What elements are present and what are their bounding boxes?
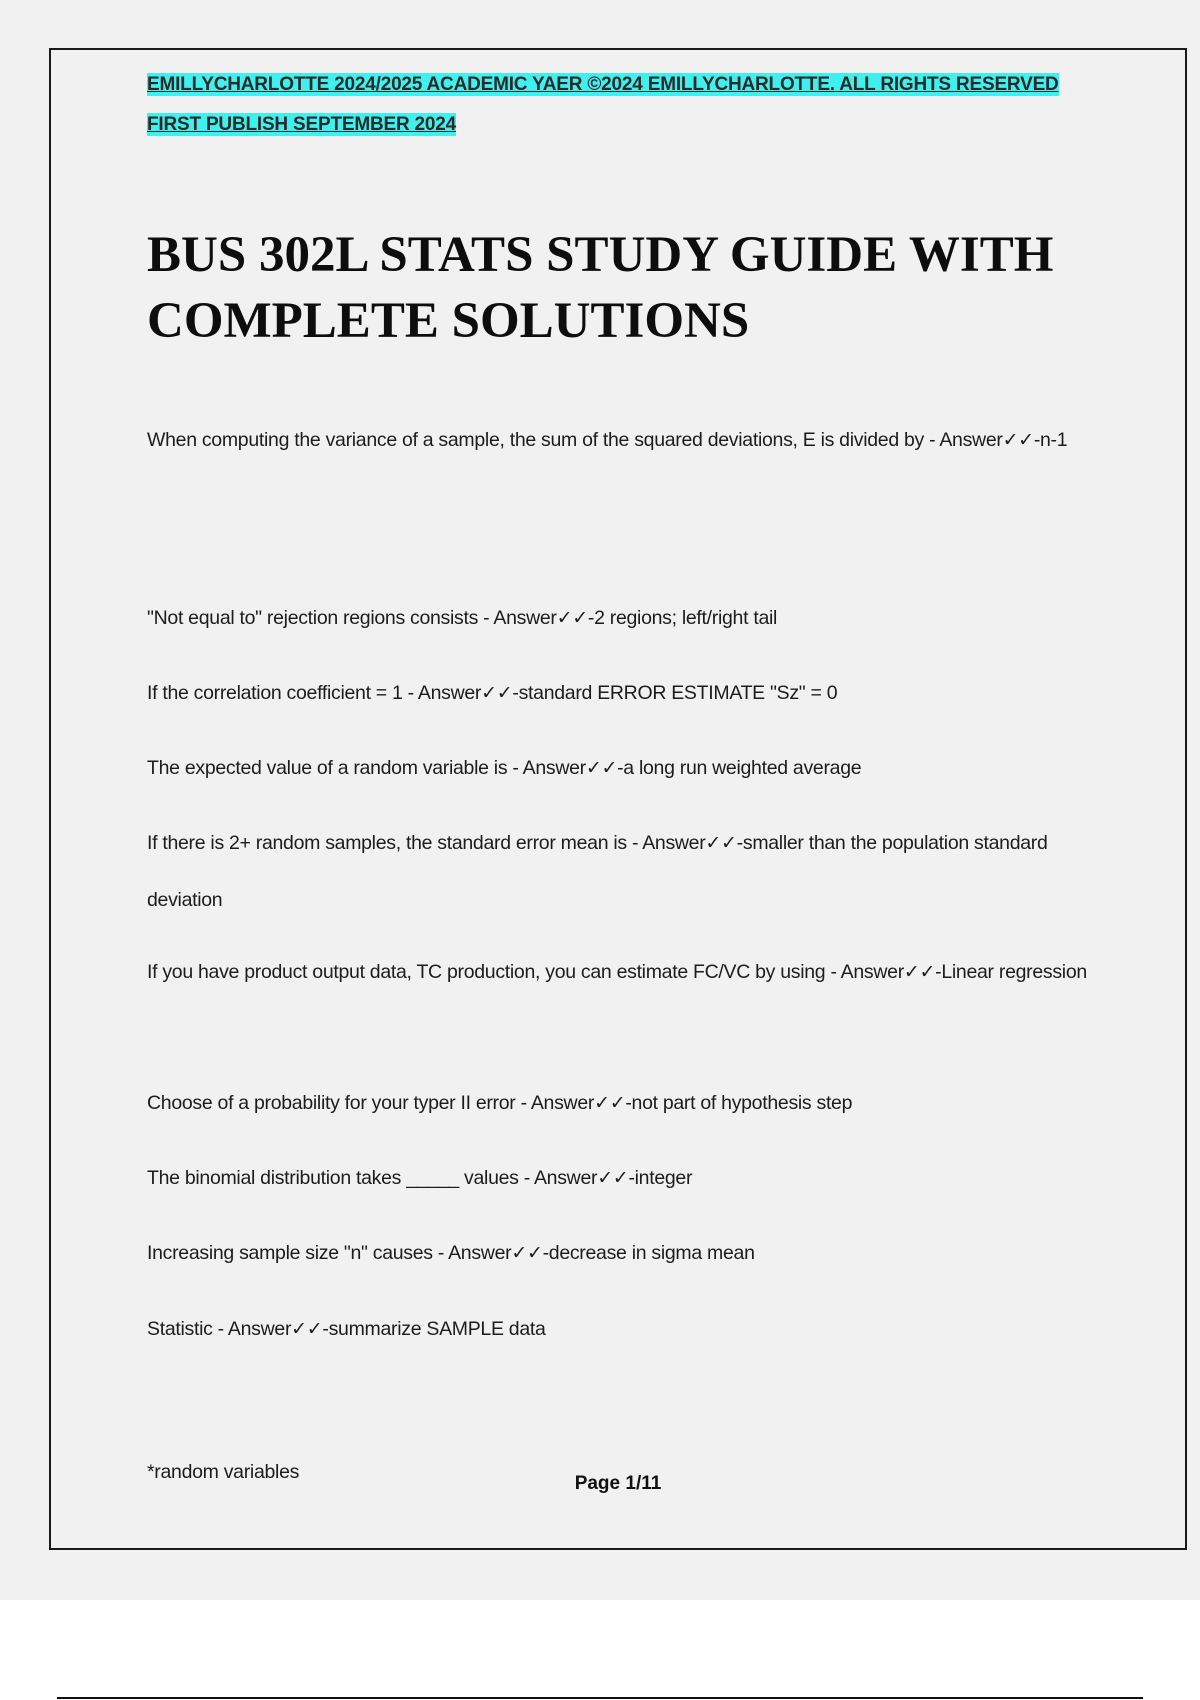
answer-text: -decrease in sigma mean — [542, 1242, 755, 1264]
answer-text: -not part of hypothesis step — [625, 1092, 853, 1114]
question-text: "Not equal to" rejection regions consists - Answer — [147, 607, 557, 629]
question-text: The binomial distribution takes _____ values - Answer — [147, 1167, 598, 1189]
answer-text: -2 regions; left/right tail — [587, 607, 778, 629]
viewer-background — [0, 1600, 1200, 1700]
qa-item — [147, 944, 1107, 1001]
question-text: If there is 2+ random samples, the standard error mean is - Answer — [147, 832, 706, 854]
next-page-edge — [57, 1697, 1143, 1699]
answer-check-icon: ✓✓ — [556, 607, 588, 629]
answer-text: -integer — [628, 1167, 693, 1189]
answer-check-icon: ✓✓ — [291, 1318, 323, 1340]
qa-item — [147, 1150, 1107, 1207]
section-note-text: *random variables — [147, 1461, 300, 1483]
question-text: Statistic - Answer — [147, 1318, 292, 1340]
qa-item — [147, 665, 1107, 722]
answer-check-icon: ✓✓ — [903, 961, 936, 983]
qa-item — [147, 740, 1107, 797]
answer-check-icon: ✓✓ — [705, 832, 737, 854]
answer-text: -n-1 — [1033, 429, 1068, 451]
question-text: If you have product output data, TC production, you can estimate FC/VC by using - Answer — [147, 961, 904, 983]
qa-item — [147, 590, 1107, 647]
question-text: Choose of a probability for your typer II error - Answer — [147, 1092, 595, 1114]
copyright-header-text: EMILLYCHARLOTTE 2024/2025 ACADEMIC YAER ©2024 EMILLYCHARLOTTE. ALL RIGHTS RESERVED — [147, 74, 1059, 95]
question-text: If the correlation coefficient = 1 - Answer — [147, 682, 482, 704]
answer-check-icon: ✓✓ — [594, 1092, 626, 1114]
copyright-header — [147, 74, 1059, 96]
question-text: When computing the variance of a sample, the sum of the squared deviations, E is divided by - Answer — [147, 429, 1003, 451]
answer-check-icon: ✓✓ — [1002, 429, 1034, 451]
answer-text: -Linear regression — [935, 961, 1087, 983]
qa-item — [147, 412, 1107, 469]
qa-item — [147, 1301, 1107, 1358]
question-text: Increasing sample size "n" causes - Answer — [147, 1242, 512, 1264]
question-text: The expected value of a random variable is - Answer — [147, 757, 586, 779]
answer-text: -a long run weighted average — [617, 757, 862, 779]
answer-text: -smaller than the population standard deviation — [147, 832, 1048, 911]
answer-check-icon: ✓✓ — [511, 1242, 543, 1264]
document-title: BUS 302L STATS STUDY GUIDE WITH COMPLETE SOLUTIONS — [147, 227, 1054, 349]
publish-date-text: FIRST PUBLISH SEPTEMBER 2024 — [147, 114, 457, 135]
qa-item — [147, 1225, 1107, 1282]
qa-item — [147, 1075, 1107, 1132]
answer-text: -standard ERROR ESTIMATE "Sz" = 0 — [512, 682, 838, 704]
qa-item — [147, 815, 1107, 929]
page-number: Page 1/11 — [574, 1473, 662, 1494]
publish-date-header — [147, 114, 456, 136]
answer-check-icon: ✓✓ — [481, 682, 513, 704]
answer-check-icon: ✓✓ — [585, 757, 618, 779]
answer-check-icon: ✓✓ — [597, 1167, 629, 1189]
answer-text: -summarize SAMPLE data — [322, 1318, 546, 1340]
document-page — [49, 48, 1187, 1550]
